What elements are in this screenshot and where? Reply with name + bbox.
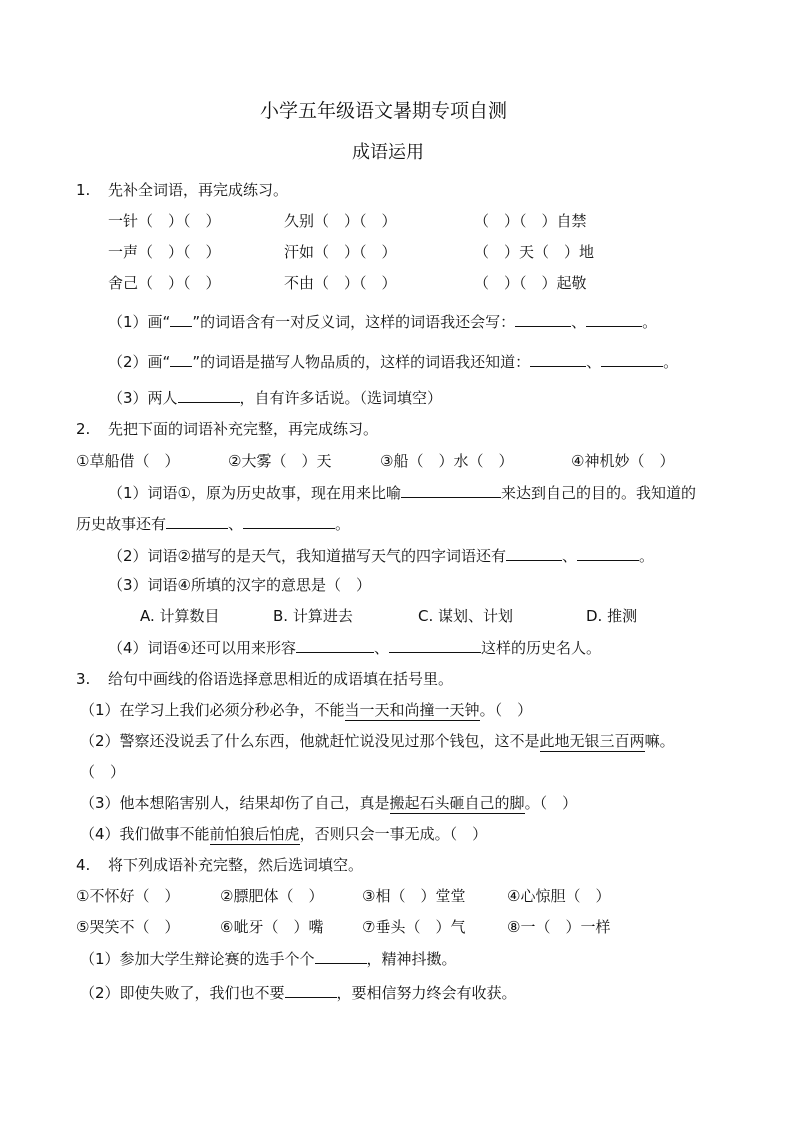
q4-number: 4.: [76, 856, 91, 874]
q2-sub1-blank-1[interactable]: [401, 482, 501, 498]
q2-item-4: ④神机妙（ ）: [571, 452, 675, 470]
q3-sentence-4: （4）我们做事不能前怕狼后怕虎，否则只会一事无成。（ ）: [80, 825, 488, 843]
page-title: 小学五年级语文暑期专项自测: [260, 100, 508, 122]
q1-word-2-1: 一声（ ）（ ）: [108, 243, 221, 261]
q1-sub1-blank-2[interactable]: [586, 311, 642, 327]
q1-sub3-blank[interactable]: [178, 387, 240, 403]
q2-sub1-blank-3[interactable]: [243, 513, 335, 529]
q2-sub1-blank-2[interactable]: [166, 513, 228, 529]
q1-number: 1.: [76, 181, 91, 199]
q1-word-3-3: （ ）（ ）起敬: [474, 274, 587, 292]
q2-sub4-blank-1[interactable]: [296, 637, 374, 653]
q2-sub4: （4）词语④还可以用来形容 、 这样的历史名人。: [108, 639, 602, 657]
q1-sub2-blank-2[interactable]: [601, 351, 663, 367]
q3-sentence-2: （2）警察还没说丢了什么东西，他就赶忙说没见过那个钱包，这不是此地无银三百两嘛。: [80, 732, 675, 750]
q2-item-1: ①草船借（ ）: [76, 452, 180, 470]
page-subtitle: 成语运用: [352, 142, 424, 163]
q4-sentence-1: （1）参加大学生辩论赛的选手个个 ，精神抖擞。: [80, 950, 457, 968]
q2-item-2: ②大雾（ ）天: [228, 452, 332, 470]
q1-sub2-mark: [170, 351, 192, 367]
q3-idiom-4: 前怕狼后怕虎: [209, 825, 300, 843]
q1-sub2: （2）画“ ”的词语是描写人物品质的，这样的词语我还知道： 、 。: [108, 353, 679, 371]
q1-word-3-1: 舍己（ ）（ ）: [108, 274, 221, 292]
q4-item-8: ⑧一（ ）一样: [507, 918, 611, 936]
q4-item-5: ⑤哭笑不（ ）: [76, 918, 180, 936]
q3-sentence-2-answer[interactable]: （ ）: [80, 763, 126, 781]
q1-sub1: （1）画“ ”的词语含有一对反义词，这样的词语我还会写： 、 。: [108, 313, 658, 331]
q4-sentence-1-blank[interactable]: [315, 948, 367, 964]
q3-idiom-1: 当一天和尚撞一天钟: [344, 701, 480, 719]
q2-sub2: （2）词语②描写的是天气，我知道描写天气的四字词语还有 、 。: [108, 547, 655, 565]
q2-option-c[interactable]: C. 谋划、计划: [418, 607, 514, 625]
q2-option-a[interactable]: A. 计算数目: [140, 607, 220, 625]
q3-idiom-2: 此地无银三百两: [539, 732, 645, 750]
q1-sub1-mark: [170, 311, 192, 327]
q1-sub3: （3）两人 ，自有许多话说。（选词填空）: [108, 389, 443, 407]
q2-sub1-line1: （1）词语①，原为历史故事，现在用来比喻 来达到自己的目的。我知道的: [108, 484, 697, 502]
q1-word-2-2: 汗如（ ）（ ）: [284, 243, 397, 261]
q1-word-1-3: （ ）（ ）自禁: [474, 212, 587, 230]
q1-word-2-3: （ ）天（ ）地: [474, 243, 595, 261]
q4-item-3: ③相（ ）堂堂: [362, 887, 466, 905]
q2-sub2-blank-2[interactable]: [577, 545, 639, 561]
q4-item-7: ⑦垂头（ ）气: [362, 918, 466, 936]
q1-word-1-2: 久别（ ）（ ）: [284, 212, 397, 230]
q4-item-1: ①不怀好（ ）: [76, 887, 180, 905]
q4-item-6: ⑥呲牙（ ）嘴: [220, 918, 324, 936]
q1-text: 先补全词语，再完成练习。: [108, 181, 289, 199]
q2-text: 先把下面的词语补充完整，再完成练习。: [108, 420, 379, 438]
q2-option-d[interactable]: D. 推测: [586, 607, 638, 625]
q1-sub1-blank-1[interactable]: [515, 311, 571, 327]
q3-text: 给句中画线的俗语选择意思相近的成语填在括号里。: [108, 670, 454, 688]
q2-item-3: ③船（ ）水（ ）: [380, 452, 514, 470]
q3-sentence-3: （3）他本想陷害别人，结果却伤了自己，真是搬起石头砸自己的脚。（ ）: [80, 794, 578, 812]
q1-word-3-2: 不由（ ）（ ）: [284, 274, 397, 292]
q1-sub2-blank-1[interactable]: [530, 351, 586, 367]
q4-text: 将下列成语补充完整，然后选词填空。: [108, 856, 364, 874]
q2-sub4-blank-2[interactable]: [389, 637, 481, 653]
q3-idiom-3: 搬起石头砸自己的脚: [389, 794, 525, 812]
q2-sub1-line2: 历史故事还有 、 。: [76, 515, 351, 533]
q2-sub2-blank-1[interactable]: [506, 545, 562, 561]
q2-option-b[interactable]: B. 计算进去: [273, 607, 353, 625]
q4-sentence-2: （2）即使失败了，我们也不要 ，要相信努力终会有收获。: [80, 984, 517, 1002]
q3-number: 3.: [76, 670, 91, 688]
q1-word-1-1: 一针（ ）（ ）: [108, 212, 221, 230]
q4-item-4: ④心惊胆（ ）: [507, 887, 611, 905]
q4-item-2: ②膘肥体（ ）: [220, 887, 324, 905]
q2-sub3: （3）词语④所填的汉字的意思是（ ）: [108, 576, 371, 594]
q4-sentence-2-blank[interactable]: [285, 982, 337, 998]
q2-number: 2.: [76, 420, 91, 438]
q3-sentence-1: （1）在学习上我们必须分秒必争，不能当一天和尚撞一天钟。（ ）: [80, 701, 533, 719]
